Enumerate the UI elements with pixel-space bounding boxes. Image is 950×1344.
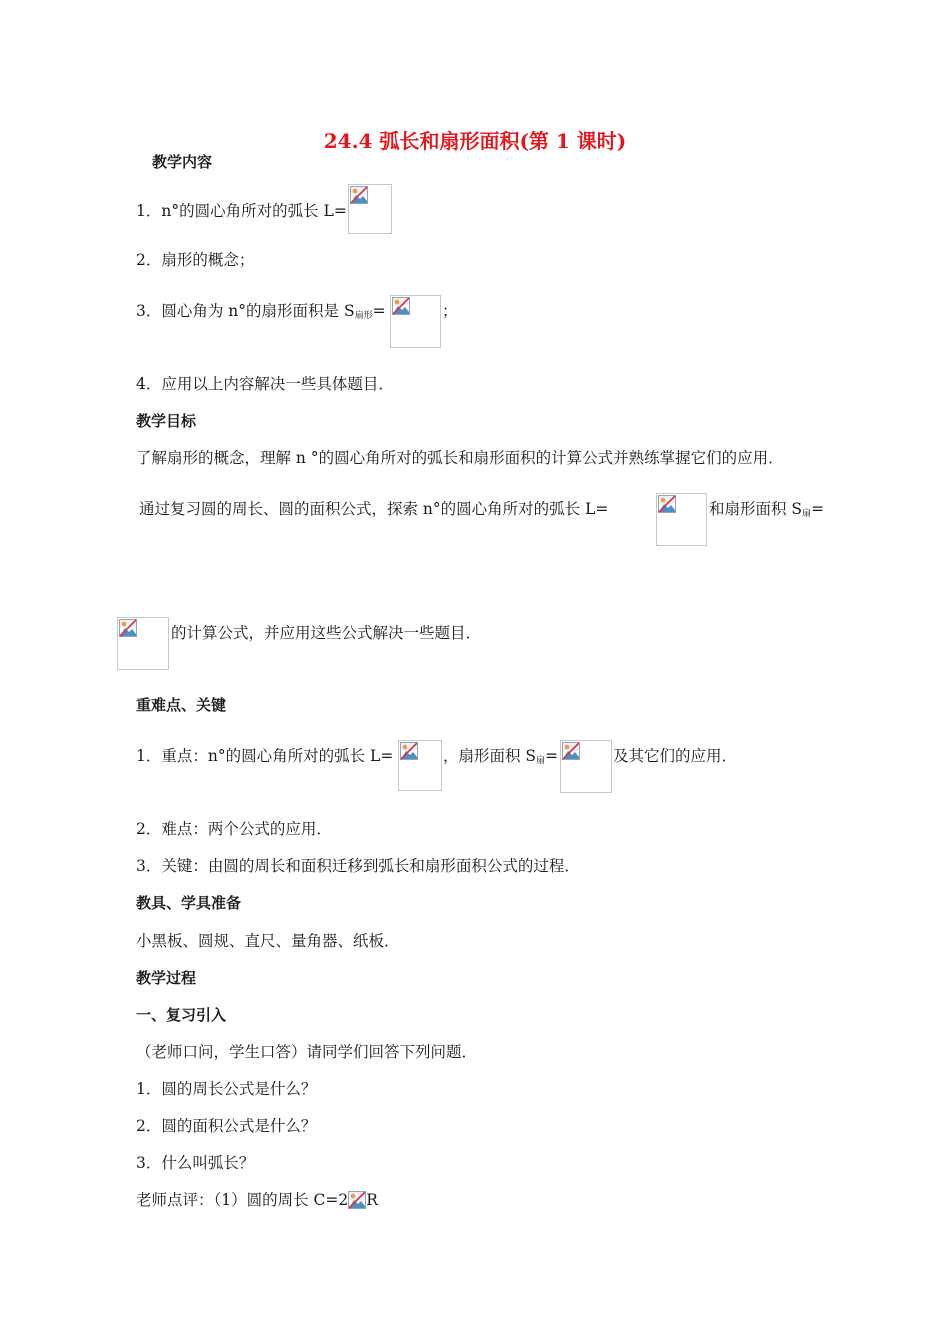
subscript-shan: 扇 <box>802 509 812 519</box>
tools-list: 小黑板、圆规、直尺、量角器、纸板． <box>136 932 400 950</box>
formula-image-arc-length-2 <box>656 493 707 546</box>
content-item-4: 4．应用以上内容解决一些具体题目． <box>136 375 394 393</box>
equals: = <box>811 500 825 518</box>
review-question-3: 3．什么叫弧长？ <box>136 1154 255 1172</box>
formula-image-sector-area <box>390 295 441 348</box>
content-item-1: 1．n°的圆心角所对的弧长 L= <box>136 202 347 220</box>
key-point-3: 3．关键：由圆的周长和面积迁移到弧长和扇形面积公式的过程． <box>136 857 580 875</box>
broken-image-icon <box>658 495 676 513</box>
equals: = <box>545 747 559 765</box>
formula-image-arc-length <box>348 184 392 234</box>
subscript-shanxing: 扇形 <box>354 311 373 321</box>
goal-line-2-cont <box>709 499 824 524</box>
broken-image-icon <box>392 297 410 315</box>
key-point-1-cont <box>443 746 558 771</box>
broken-image-icon <box>119 619 137 637</box>
heading-tools: 教具、学具准备 <box>136 894 242 912</box>
heading-goals: 教学目标 <box>136 412 197 430</box>
broken-image-icon <box>350 186 368 204</box>
goal-line-2: 通过复习圆的周长、圆的面积公式，探索 n°的圆心角所对的弧长 L= <box>139 500 609 518</box>
key-point-1-text: ，扇形面积 S <box>443 747 537 765</box>
key-point-1: 1．重点：n°的圆心角所对的弧长 L= <box>136 747 394 765</box>
broken-image-icon <box>562 742 580 760</box>
goal-line-2-text: 和扇形面积 S <box>709 500 803 518</box>
content-item-3-end: ； <box>442 302 458 320</box>
key-point-2: 2．难点：两个公式的应用． <box>136 820 332 838</box>
broken-image-icon <box>348 1191 366 1209</box>
document-title: 24.4 弧长和扇形面积(第 1 课时) <box>323 129 627 153</box>
content-item-2: 2．扇形的概念； <box>136 251 255 269</box>
content-item-3 <box>136 301 386 326</box>
goal-line-1: 了解扇形的概念，理解 n °的圆心角所对的弧长和扇形面积的计算公式并熟练掌握它们的应用． <box>136 449 784 467</box>
content-item-3-text: 3．圆心角为 n°的扇形面积是 S <box>136 302 355 320</box>
formula-image-sector-area-3 <box>560 740 612 793</box>
teacher-comment <box>136 1190 378 1210</box>
teacher-comment-text: 老师点评：（1）圆的周长 C=2 <box>136 1191 349 1209</box>
heading-process: 教学过程 <box>136 969 197 987</box>
review-question-2: 2．圆的面积公式是什么？ <box>136 1117 317 1135</box>
heading-content: 教学内容 <box>152 153 213 171</box>
review-intro: （老师口问，学生口答）请同学们回答下列问题． <box>136 1043 478 1061</box>
goal-line-3: 的计算公式，并应用这些公式解决一些题目． <box>171 624 482 642</box>
equals: = <box>372 302 386 320</box>
heading-keys: 重难点、关键 <box>136 696 227 714</box>
broken-image-icon <box>400 742 418 760</box>
subscript-shan: 扇 <box>536 756 546 766</box>
heading-review: 一、复习引入 <box>136 1006 227 1024</box>
teacher-comment-end: R <box>366 1191 378 1209</box>
key-point-1-end: 及其它们的应用． <box>613 747 738 765</box>
formula-image-arc-length-3 <box>398 740 442 791</box>
review-question-1: 1．圆的周长公式是什么？ <box>136 1080 317 1098</box>
formula-image-sector-area-2 <box>117 617 169 670</box>
